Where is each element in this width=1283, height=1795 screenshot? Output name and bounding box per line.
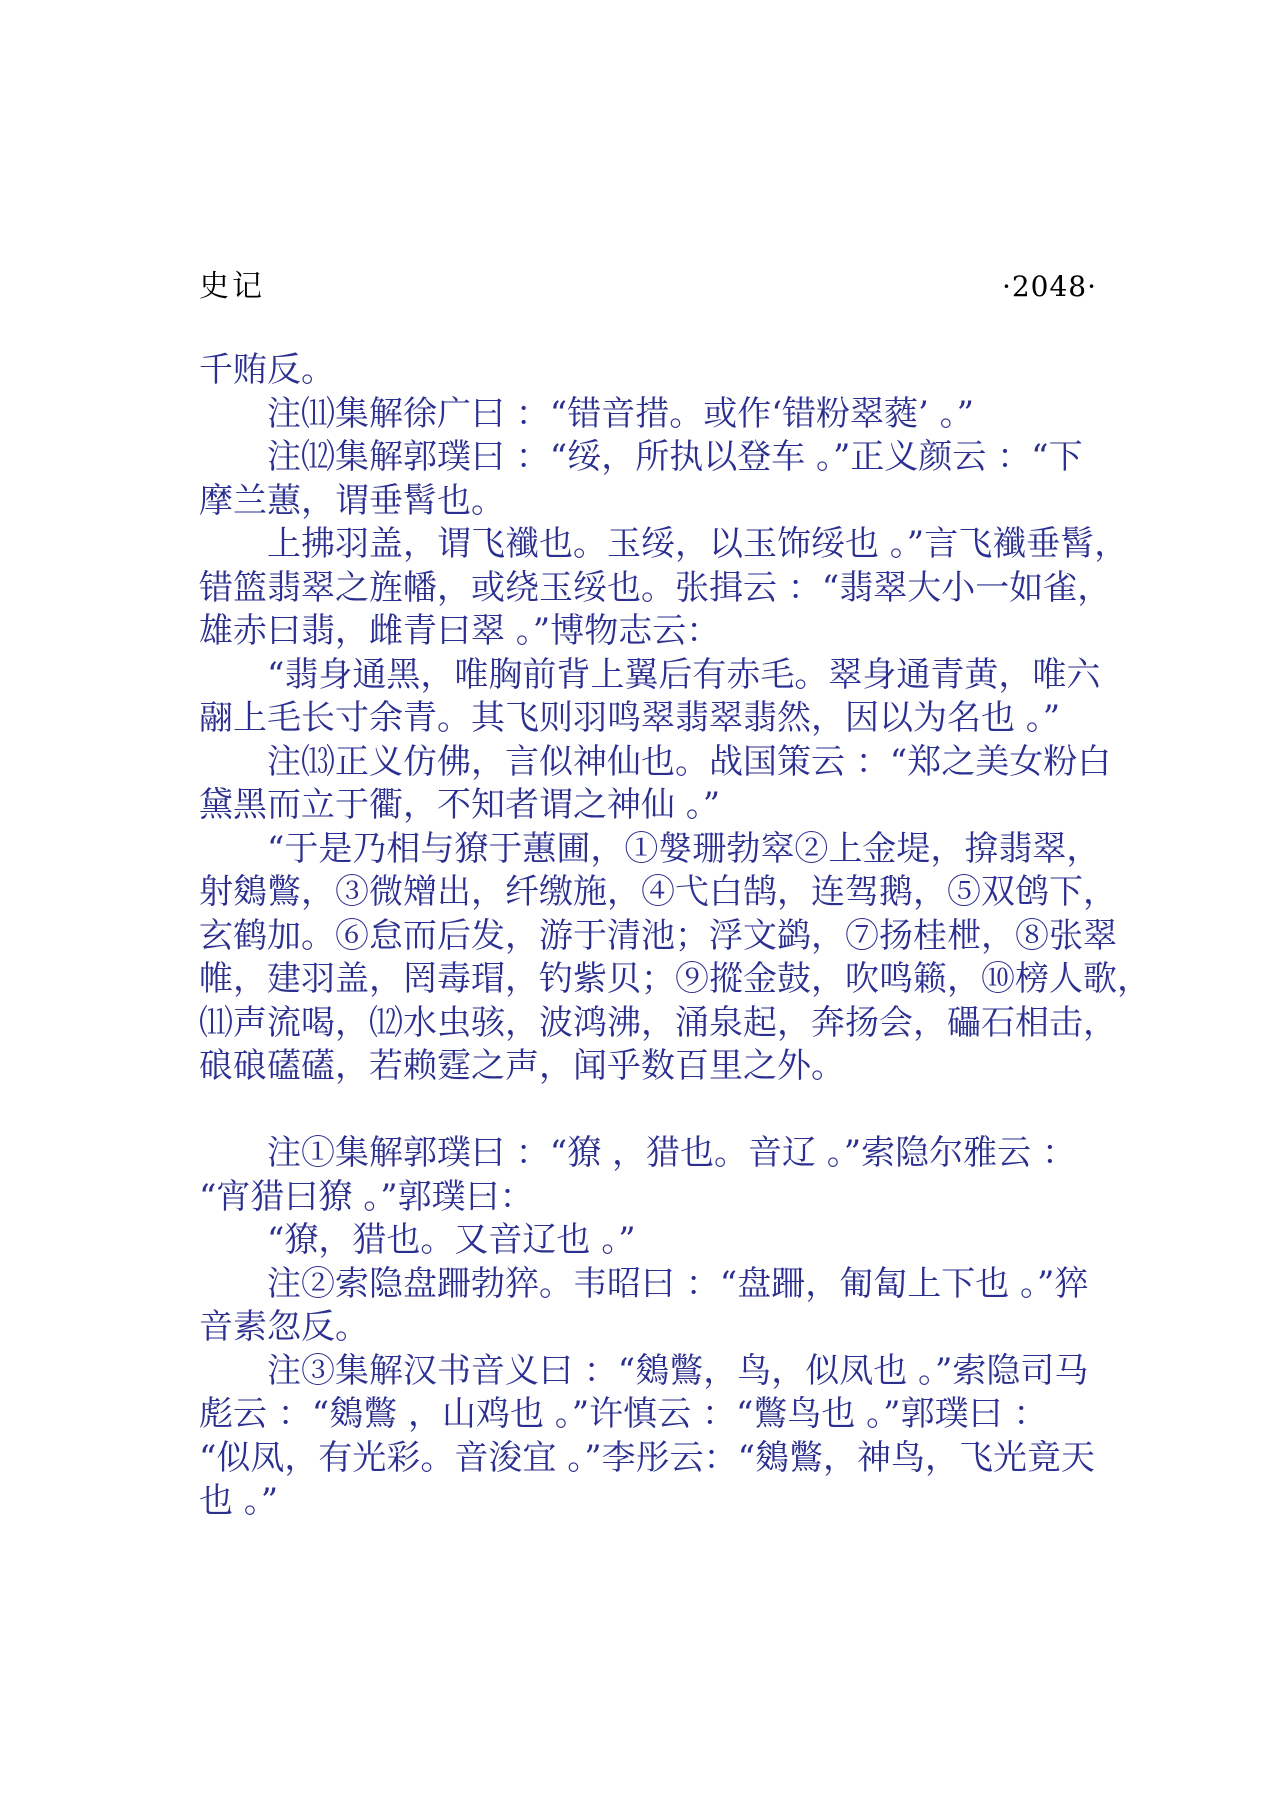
paragraph-gap	[199, 1089, 1097, 1133]
text-line: 雄赤曰翡，雌青曰翠 。”博物志云：	[199, 611, 721, 651]
text-line: 注⑿集解郭璞曰 ：“绥，所执以登车 。”正义颜云 ：“下	[267, 437, 1083, 477]
book-title: 史记	[199, 269, 265, 304]
text-line: 也 。”	[199, 1481, 279, 1521]
text-line: 射鵕鷩，③微矰出，纤缴施，④弋白鹄，连驾鹅，⑤双鸧下，	[199, 872, 1117, 912]
page-header	[199, 262, 1097, 312]
page-body	[199, 349, 1151, 1524]
text-line: 硠硠礚礚，若赖霆之声，闻乎数百里之外。	[199, 1046, 845, 1086]
text-line: “宵猎曰獠 。”郭璞曰：	[199, 1176, 534, 1217]
text-line: 注⑾集解徐广曰 ：“错音措。或作‘错粉翠蕤’ 。”	[267, 393, 974, 434]
text-line: 错篮翡翠之旌幡，或绕玉绥也。张揖云 ：“翡翠大小一如雀，	[199, 567, 1112, 608]
text-line: 翮上毛长寸余青。其飞则羽鸣翠翡翠翡然，因以为名也 。”	[199, 698, 1061, 738]
text-line: 注②索隐盘跚勃猝。韦昭曰 ：“盘跚，匍匐上下也 。”猝	[267, 1263, 1089, 1304]
text-line: 千贿反。	[199, 350, 335, 390]
text-line: 玄鹤加。⑥怠而后发，游于清池；浮文鹢，⑦扬桂枻，⑧张翠	[199, 915, 1117, 956]
text-line: “似凤，有光彩。音浚宜 。”李彤云：“鵕鷩，神鸟，飞光竟天	[199, 1437, 1095, 1478]
text-line: ⑾声流喝，⑿水虫骇，波鸿沸，涌泉起，奔扬会，礧石相击，	[199, 1002, 1117, 1043]
text-line: 注①集解郭璞曰 ：“獠 ，猎也。音辽 。”索隐尔雅云 ：	[267, 1133, 1076, 1173]
text-line: 上拂羽盖，谓飞襳也。玉绥，以玉饰绥也 。”言飞襳垂髾，	[267, 524, 1129, 564]
text-line: 彪云 ：“鵕鷩 ，山鸡也 。”许慎云 ：“鷩鸟也 。”郭璞曰 ：	[199, 1394, 1048, 1434]
page-number: ·2048·	[1001, 270, 1097, 303]
text-line: 黛黑而立于衢，不知者谓之神仙 。”	[199, 785, 721, 825]
text-line: “翡身通黑，唯胸前背上翼后有赤毛。翠身通青黄，唯六	[267, 654, 1101, 695]
text-line: 注⒀正义仿佛，言似神仙也。战国策云 ：“郑之美女粉白	[267, 741, 1112, 782]
text-line: “獠，猎也。又音辽也 。”	[267, 1220, 636, 1260]
text-line: 摩兰蕙，谓垂髾也。	[199, 480, 505, 521]
text-line: 注③集解汉书音义曰 ：“鵕鷩，鸟，似凤也 。”索隐司马	[267, 1350, 1089, 1391]
text-line: 音素忽反。	[199, 1307, 369, 1347]
text-line: “于是乃相与獠于蕙圃，①媻珊勃窣②上金堤，揜翡翠，	[267, 828, 1101, 869]
text-line: 帷，建羽盖，罔毒瑁，钓紫贝；⑨摐金鼓，吹鸣籁，⑩榜人歌，	[199, 959, 1151, 999]
